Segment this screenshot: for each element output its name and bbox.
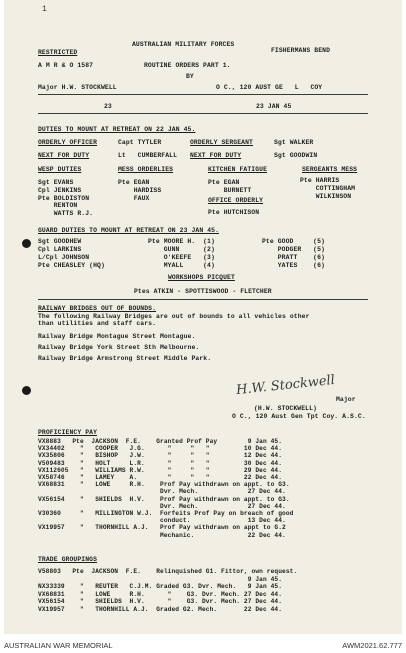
railway-bridge-1: Railway Bridge Montague Street Montague. [38,333,196,340]
guard-duties-heading: GUARD DUTIES TO MOUNT AT RETREAT ON 23 JAN 45. [38,227,220,234]
sergeants-mess-heading: SERGEANTS MESS [302,166,358,173]
orderly-officer-label: ORDERLY OFFICER [38,139,98,146]
header-rule-2 [38,113,368,114]
next-for-duty-label-2: NEXT FOR DUTY [190,152,242,159]
orderly-officer-value: Capt TYTLER [118,139,162,146]
issuing-officer: Major H.W. STOCKWELL [38,84,117,91]
order-reference: A M R & O 1587 [38,62,94,69]
punch-hole-2 [22,386,31,395]
trade-groupings-heading: TRADE GROUPINGS [38,556,98,563]
railway-bridges-text: The following Railway Bridges are out of bounds to all vehicles other than utilities and staff cars. [38,313,310,327]
next-for-duty-value-2: Sgt GOODWIN [274,152,318,159]
footer-institution: AUSTRALIAN WAR MEMORIAL [4,641,113,650]
handwritten-signature: H.W. Stockwell [235,372,336,399]
issuing-unit: O C., 120 AUST GE L COY [216,84,323,91]
proficiency-pay-heading: PROFICIENCY PAY [38,429,98,436]
kitchen-fatigue-heading: KITCHEN FATIGUE [208,166,268,173]
signatory-unit: O C., 120 Aust Gen Tpt Coy. A.S.C. [232,413,366,420]
mess-orderlies-list: Pte EGAN HARDISS FAUX [118,179,162,202]
guard-list-2: Pte MOORE H. (1) GUNN (2) O'KEEFE (3) MYALL (4) [148,238,215,269]
wesp-duties-heading: WESP DUTIES [38,166,82,173]
publication-place: FISHERMANS BEND [271,47,331,54]
orderly-sergeant-value: Sgt WALKER [274,139,314,146]
next-for-duty-label: NEXT FOR DUTY [38,152,90,159]
punch-hole [22,239,31,248]
next-for-duty-value: Lt CUMBERFALL [118,152,178,159]
footer-accession-number: AWM2021.62.777 [342,641,402,650]
page-mark: 1 [42,5,47,14]
orderly-sergeant-label: ORDERLY SERGEANT [190,139,253,146]
order-date: 23 JAN 45 [256,103,292,110]
guard-list-1: Sgt GOODHEW Cpl LARKINS L/Cpl JOHNSON Pte CHEASLEY (HQ) [38,238,105,269]
restricted-label: RESTRICTED [38,49,78,56]
workshops-picquet-names: Ptes ATKIN - SPOTTISWOOD - FLETCHER [134,288,272,295]
office-orderly-value: Pte HUTCHISON [208,209,260,216]
order-number: 23 [104,103,112,110]
proficiency-pay-rows: VX8883 Pte JACKSON F.E. Granted Prof Pay 9 Jan 45. VX34402 " COOPER J.G. " " " 10 Dec 44. VX35806 " BISHOP J.W. " " " 12 Dec 44. V509483 " HOLT L.R. " " " 30 Dec 44. VX112605 " WILLIAMS R.W. " " " 29 Dec 44. VX58746 " LAMEY A. " " " 22 Dec 44. VX68831 " LOWE R.H. Prof Pay withdrawn on appt. to G3. Dvr. Mech. 27 Dec 44. VX56154 " SHIELDS H.V. Prof Pay withdrawn on appt. to G3. Dvr. Mech. 27 Dec 44. V30360 " MILLINGTON W.J. Forfeits Prof Pay on breach of good conduct. 13 Dec 44. VX19957 " THORNHILL A.J. Prof Pay withdrawn on appt to G.2 Mechanic. 22 Dec 44. [38,438,294,539]
kitchen-fatigue-list: Pte EGAN BURNETT [208,179,252,194]
by-label: BY [186,73,194,80]
sergeants-mess-list: Pte HARRIS COTTINGHAM WILKINSON [300,177,356,200]
signatory-rank: Major [336,396,356,403]
section-rule [38,299,368,300]
guard-list-3: Pte GOOD (5) PODGER (5) PRATT (6) YATES (6) [262,238,325,269]
workshops-picquet-heading: WORKSHOPS PICQUET [168,274,235,281]
railway-bridge-3: Railway Bridge Armstrong Street Middle Park. [38,355,212,362]
duties-heading: DUTIES TO MOUNT AT RETREAT ON 22 JAN 45. [38,126,196,133]
trade-groupings-rows: V58803 Pte JACKSON F.E. Relinquished G1. Fittor, own request. 9 Jan 45. NX33339 " REUTER C.J.M. Graded G3. Dvr. Mech. 9 Jan 45. VX68831 " LOWE R.H. " G3. Dvr. Mech. 27 Dec 44. VX56154 " SHIELDS H.V. " G3. Dvr. Mech. 27 Dec 44. VX19957 " THORNHILL A.J. Graded G2. Mech. 22 Dec 44. [38,568,298,613]
document-page [4,0,402,634]
mess-orderlies-heading: MESS ORDERLIES [118,166,174,173]
office-orderly-heading: OFFICE ORDERLY [208,197,264,204]
header-rule [38,94,368,95]
railway-bridges-heading: RAILWAY BRIDGES OUT OF BOUNDS. [38,305,157,312]
archive-footer [0,640,406,653]
document-title: AUSTRALIAN MILITARY FORCES [132,41,235,48]
wesp-duties-list: Sgt EVANS Cpl JENKINS Pte BOLDISTON RENTON WATTS R.J. [38,179,94,218]
routine-orders-title: ROUTINE ORDERS PART 1. [144,62,231,69]
railway-bridge-2: Railway Bridge York Street Sth Melbourne. [38,344,200,351]
signatory-name: (H.W. STOCKWELL) [254,405,317,412]
